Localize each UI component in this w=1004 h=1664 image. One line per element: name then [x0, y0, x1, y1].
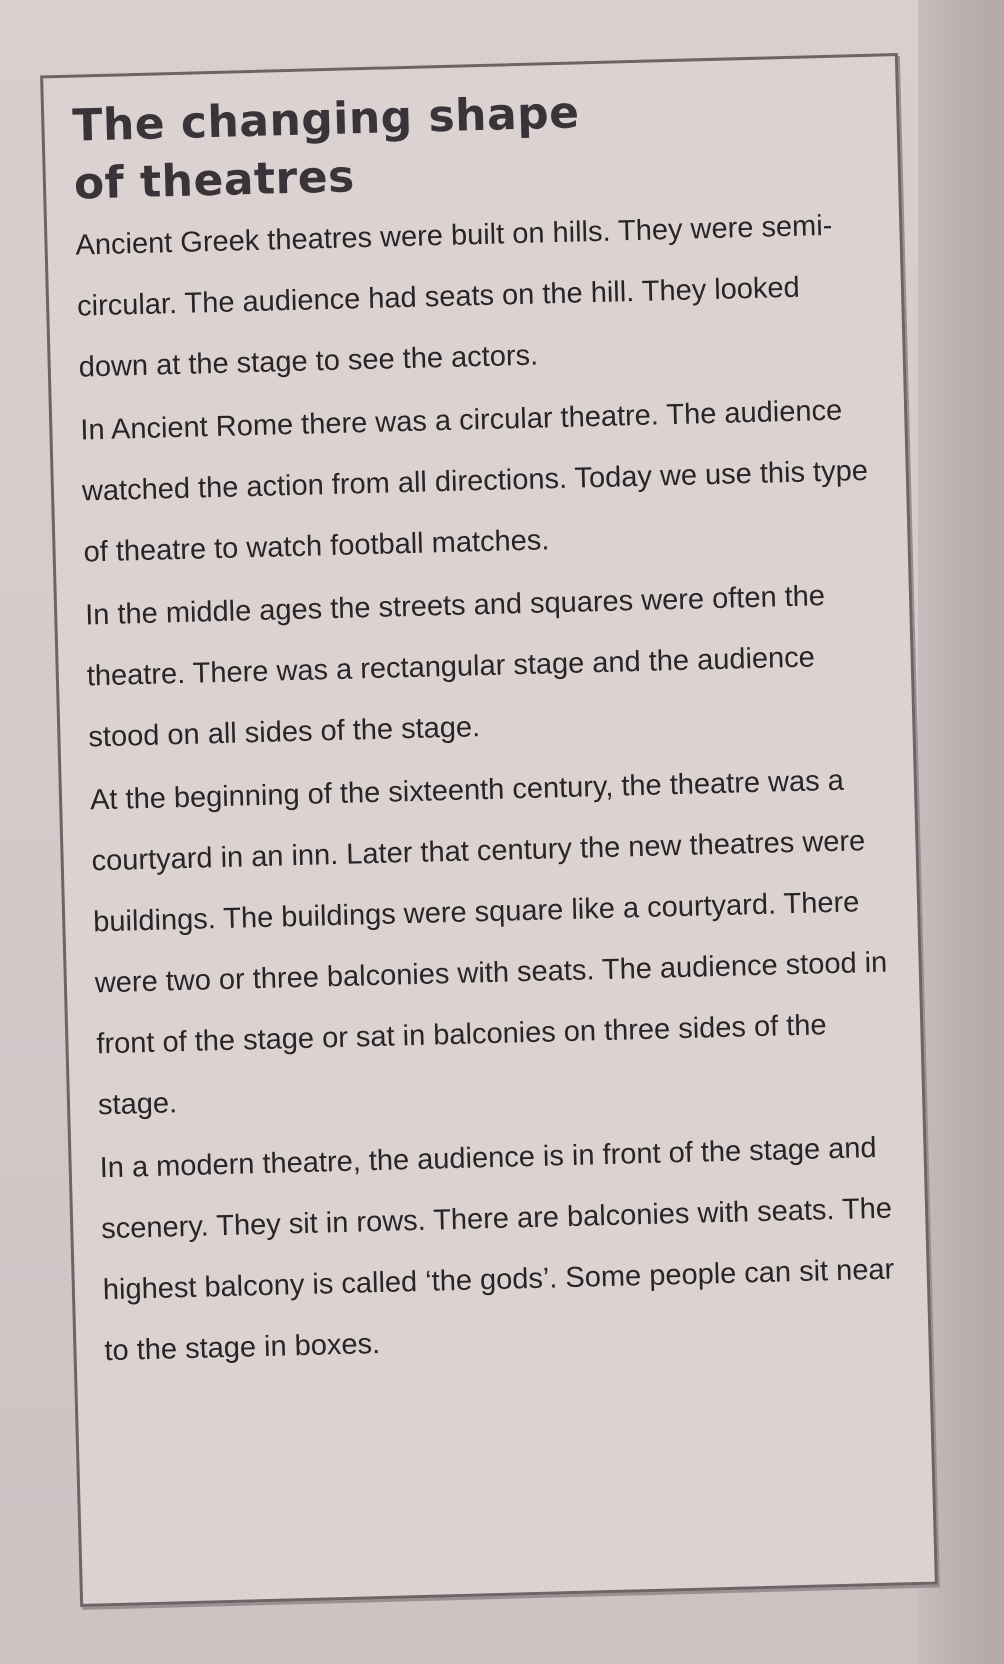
- title-line-1: The changing shape: [71, 87, 581, 152]
- article-content: [72, 77, 905, 1385]
- paragraph-greek: Ancient Greek theatres were built on hills. They were semi-circular. The audience had seats on the hill. They looked down at the stage to see the actors.: [75, 209, 833, 384]
- paragraph-sixteenth-century: At the beginning of the sixteenth century, the theatre was a courtyard in an inn. Later that century the new theatres were buildings. The buildings were square like a courtyard. There were two or three balconies with seats. The audience stood in front of the stage or sat in balconies on three sides of the stage.: [89, 764, 888, 1122]
- article-box: [40, 53, 938, 1607]
- paragraph-modern: In a modern theatre, the audience is in front of the stage and scenery. They sit in rows. There are balconies with seats. The highest balcony is called ‘the gods’. Some people can sit near to the stage in boxes.: [99, 1131, 895, 1368]
- article-title: [72, 77, 875, 214]
- title-line-2: of theatres: [73, 151, 356, 210]
- paragraph-middle-ages: In the middle ages the streets and squares were often the theatre. There was a rectangular stage and the audience stood on all sides of the stage.: [84, 580, 826, 754]
- paragraph-rome: In Ancient Rome there was a circular theatre. The audience watched the action from all directions. Today we use this type of theatre to watch football matches.: [79, 394, 869, 569]
